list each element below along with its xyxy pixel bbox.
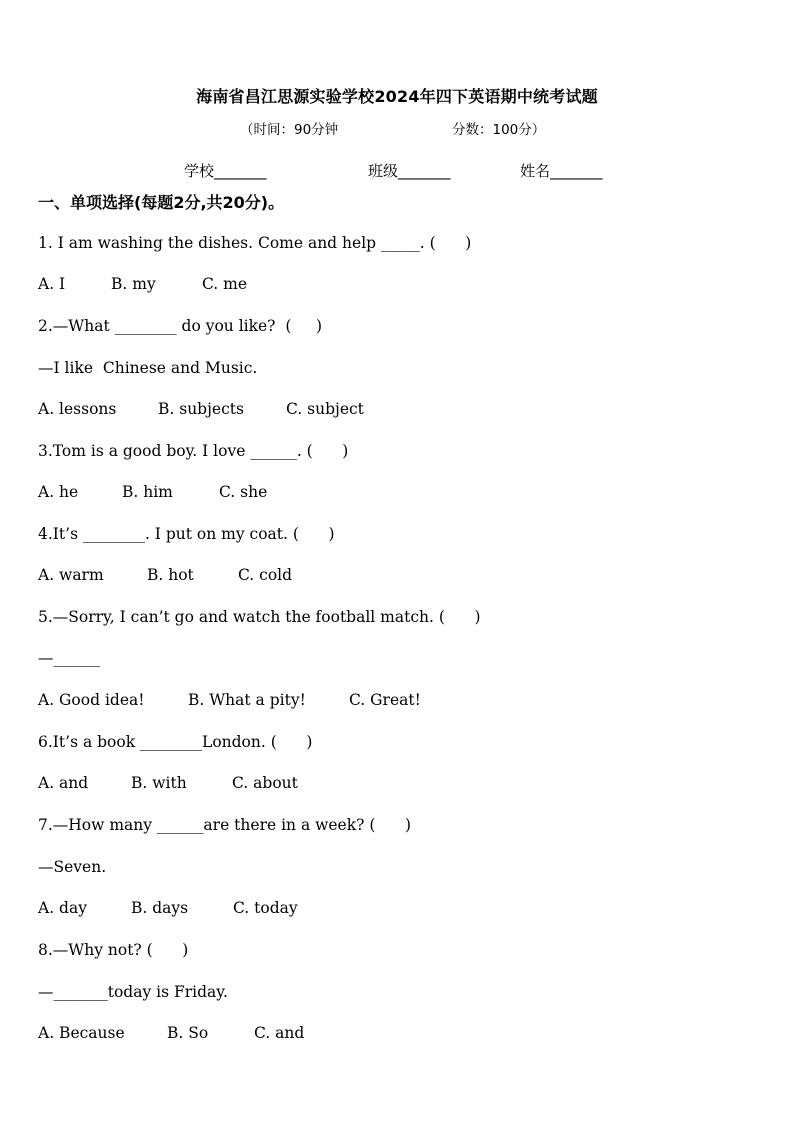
question-6-option-b: B. with [131,774,187,792]
question-8-dialogue: —_______today is Friday. [38,983,228,1001]
question-3-option-c: C. she [219,483,268,501]
question-5-option-c: C. Great! [349,691,421,709]
name-field: 姓名_______ [520,162,603,180]
question-8-stem: 8.—Why not? ( ) [38,941,189,959]
question-3-option-b: B. him [122,483,173,501]
question-2-dialogue: —I like Chinese and Music. [38,359,258,377]
question-4-option-c: C. cold [238,566,293,584]
question-8-option-a: A. Because [38,1024,125,1042]
question-6-stem: 6.It’s a book ________London. ( ) [38,733,313,751]
section-heading: 一、单项选择(每题2分,共20分)。 [38,193,285,212]
question-4-stem: 4.It’s ________. I put on my coat. ( ) [38,525,335,543]
question-1-option-b: B. my [111,275,156,293]
question-2-option-c: C. subject [286,400,364,418]
question-2-stem: 2.—What ________ do you like? ( ) [38,317,323,335]
question-3-stem: 3.Tom is a good boy. I love ______. ( ) [38,442,349,460]
question-5-stem: 5.—Sorry, I can’t go and watch the football match. ( ) [38,608,481,626]
question-5-option-b: B. What a pity! [188,691,306,709]
score-info: 分数：100分） [452,122,546,138]
question-7-option-b: B. days [131,899,189,917]
question-7-option-c: C. today [233,899,298,917]
question-6-option-a: A. and [38,774,89,792]
question-1-stem: 1. I am washing the dishes. Come and help _____. ( ) [38,234,472,252]
question-7-stem: 7.—How many ______are there in a week? ( ) [38,816,412,834]
school-field: 学校_______ [184,162,267,180]
question-2-option-b: B. subjects [158,400,244,418]
class-field: 班级_______ [368,162,451,180]
question-6-option-c: C. about [232,774,298,792]
question-2-option-a: A. lessons [38,400,117,418]
question-8-option-b: B. So [167,1024,209,1042]
question-7-dialogue: —Seven. [38,858,107,876]
question-8-option-c: C. and [254,1024,305,1042]
question-5-option-a: A. Good idea! [38,691,145,709]
question-3-option-a: A. he [38,483,79,501]
question-7-option-a: A. day [38,899,87,917]
question-4-option-b: B. hot [147,566,194,584]
question-4-option-a: A. warm [38,566,104,584]
time-info: （时间：90分钟 [240,122,339,138]
exam-title: 海南省昌江思源实验学校2024年四下英语期中统考试题 [196,87,598,106]
question-5-dialogue: —______ [38,649,100,667]
question-1-option-a: A. I [38,275,66,293]
question-1-option-c: C. me [202,275,248,293]
